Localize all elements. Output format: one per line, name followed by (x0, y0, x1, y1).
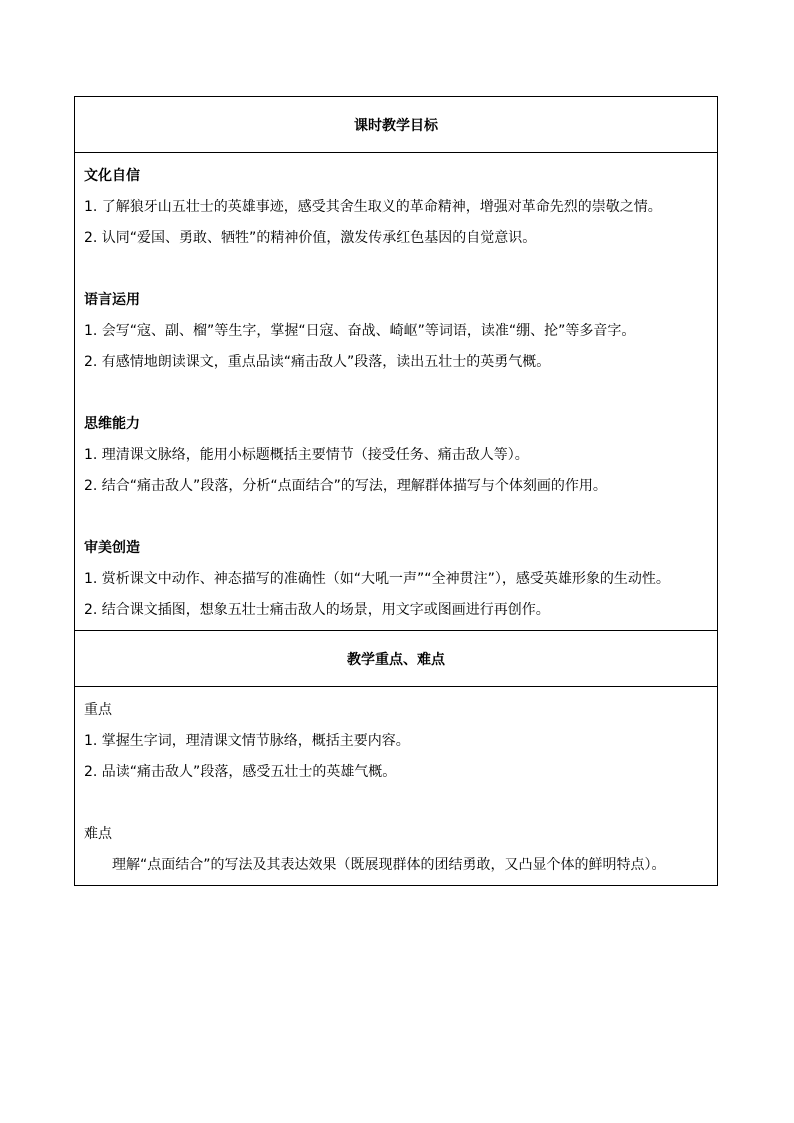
goal-item: 1. 赏析课文中动作、神态描写的准确性（如“大吼一声”“全神贯注”），感受英雄形象的生动性。 (84, 571, 670, 587)
spacer (84, 254, 709, 285)
goal-item: 2. 结合课文插图，想象五壮士痛击敌人的场景，用文字或图画进行再创作。 (84, 602, 550, 618)
difficult-point-text: 理解“点面结合”的写法及其表达效果（既展现群体的团结勇敢，又凸显个体的鲜明特点）。 (112, 857, 666, 873)
goal-item: 2. 结合“痛击敌人”段落，分析“点面结合”的写法，理解群体描写与个体刻画的作用。 (84, 478, 607, 494)
key-points-cell (75, 687, 717, 885)
lesson-plan-table (74, 96, 718, 886)
section-title: 审美创造 (84, 540, 140, 556)
section-title: 思维能力 (84, 416, 140, 432)
goal-item: 2. 有感情地朗读课文，重点品读“痛击敌人”段落，读出五壮士的英勇气概。 (84, 354, 551, 370)
key-points-title: 重点 (84, 702, 112, 718)
key-point-item: 1. 掌握生字词，理清课文情节脉络，概括主要内容。 (84, 733, 410, 749)
goal-section-thinking (84, 409, 709, 502)
spacer (84, 378, 709, 409)
key-points-header: 教学重点、难点 (75, 631, 717, 687)
goals-header: 课时教学目标 (75, 97, 717, 153)
section-title: 文化自信 (84, 168, 140, 184)
goal-section-language (84, 285, 709, 378)
goal-item: 1. 会写“寇、副、榴”等生字，掌握“日寇、奋战、崎岖”等词语，读准“绷、抡”等多音字。 (84, 323, 636, 339)
goal-section-culture (84, 161, 709, 254)
goal-section-aesthetic (84, 533, 709, 626)
goal-item: 1. 了解狼牙山五壮士的英雄事迹，感受其舍生取义的革命精神，增强对革命先烈的崇敬之情。 (84, 199, 662, 215)
spacer (84, 788, 709, 819)
key-point-item: 2. 品读“痛击敌人”段落，感受五壮士的英雄气概。 (84, 764, 397, 780)
difficult-points-title: 难点 (84, 826, 112, 842)
section-title: 语言运用 (84, 292, 140, 308)
goal-item: 1. 理清课文脉络，能用小标题概括主要情节（接受任务、痛击敌人等）。 (84, 447, 529, 463)
goal-item: 2. 认同“爱国、勇敢、牺牲”的精神价值，激发传承红色基因的自觉意识。 (84, 230, 537, 246)
goals-cell (75, 153, 717, 631)
spacer (84, 502, 709, 533)
